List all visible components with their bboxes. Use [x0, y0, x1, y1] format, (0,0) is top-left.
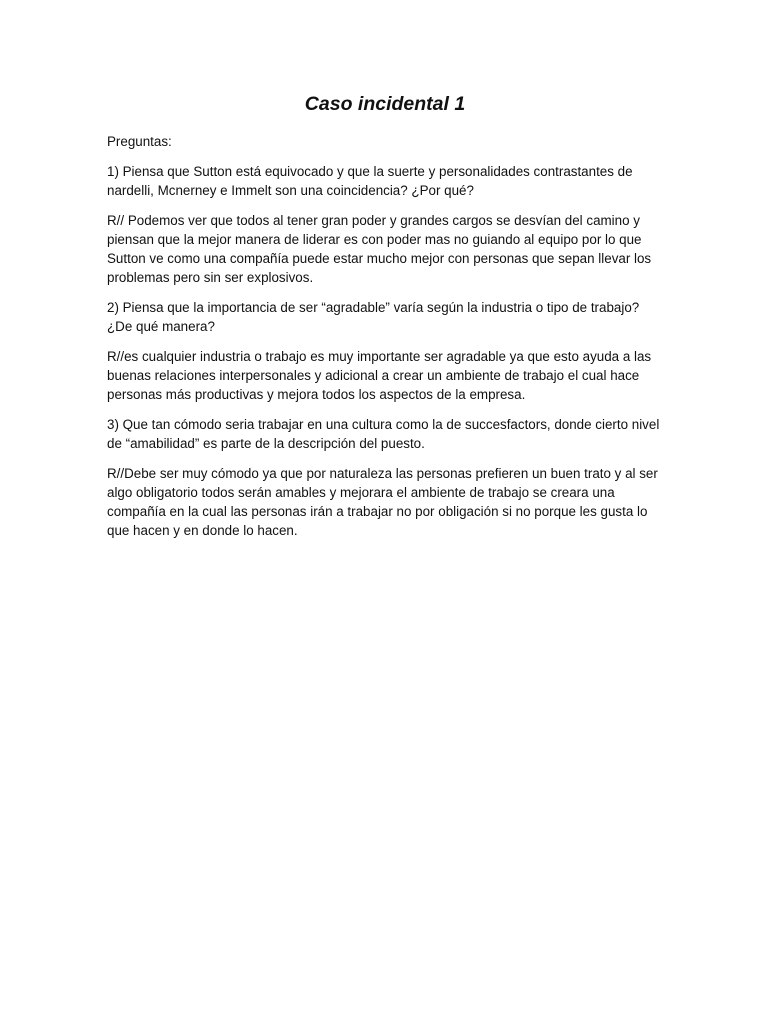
- answer-1: R// Podemos ver que todos al tener gran poder y grandes cargos se desvían del camino y piensan que la mejor manera de liderar es con poder mas no guiando al equipo por lo que Sutton ve como una compañía puede estar mucho mejor con personas que sepan llevar los problemas pero sin ser explosivos.: [107, 213, 652, 285]
- answer-3: R//Debe ser muy cómodo ya que por naturaleza las personas prefieren un buen trato y al ser algo obligatorio todos serán amables y mejorara el ambiente de trabajo se creara una compañía en la cual las personas irán a trabajar no por obligación si no porque les gusta lo que hacen y en donde lo hacen.: [107, 466, 658, 538]
- question-3: 3) Que tan cómodo seria trabajar en una cultura como la de succesfactors, donde cierto nivel de “amabilidad” es parte de la descripción del puesto.: [107, 417, 660, 451]
- answer-2: R//es cualquier industria o trabajo es muy importante ser agradable ya que esto ayuda a las buenas relaciones interpersonales y adicional a crear un ambiente de trabajo el cual hace personas más productivas y mejora todos los aspectos de la empresa.: [107, 349, 652, 402]
- question-1: 1) Piensa que Sutton está equivocado y que la suerte y personalidades contrastantes de nardelli, Mcnerney e Immelt son una coincidencia? ¿Por qué?: [107, 164, 633, 198]
- document-title: Caso incidental 1: [304, 93, 466, 115]
- document-body: [107, 92, 663, 551]
- question-2: 2) Piensa que la importancia de ser “agradable” varía según la industria o tipo de trabajo? ¿De qué manera?: [107, 300, 640, 334]
- preguntas-label: Preguntas:: [107, 134, 172, 149]
